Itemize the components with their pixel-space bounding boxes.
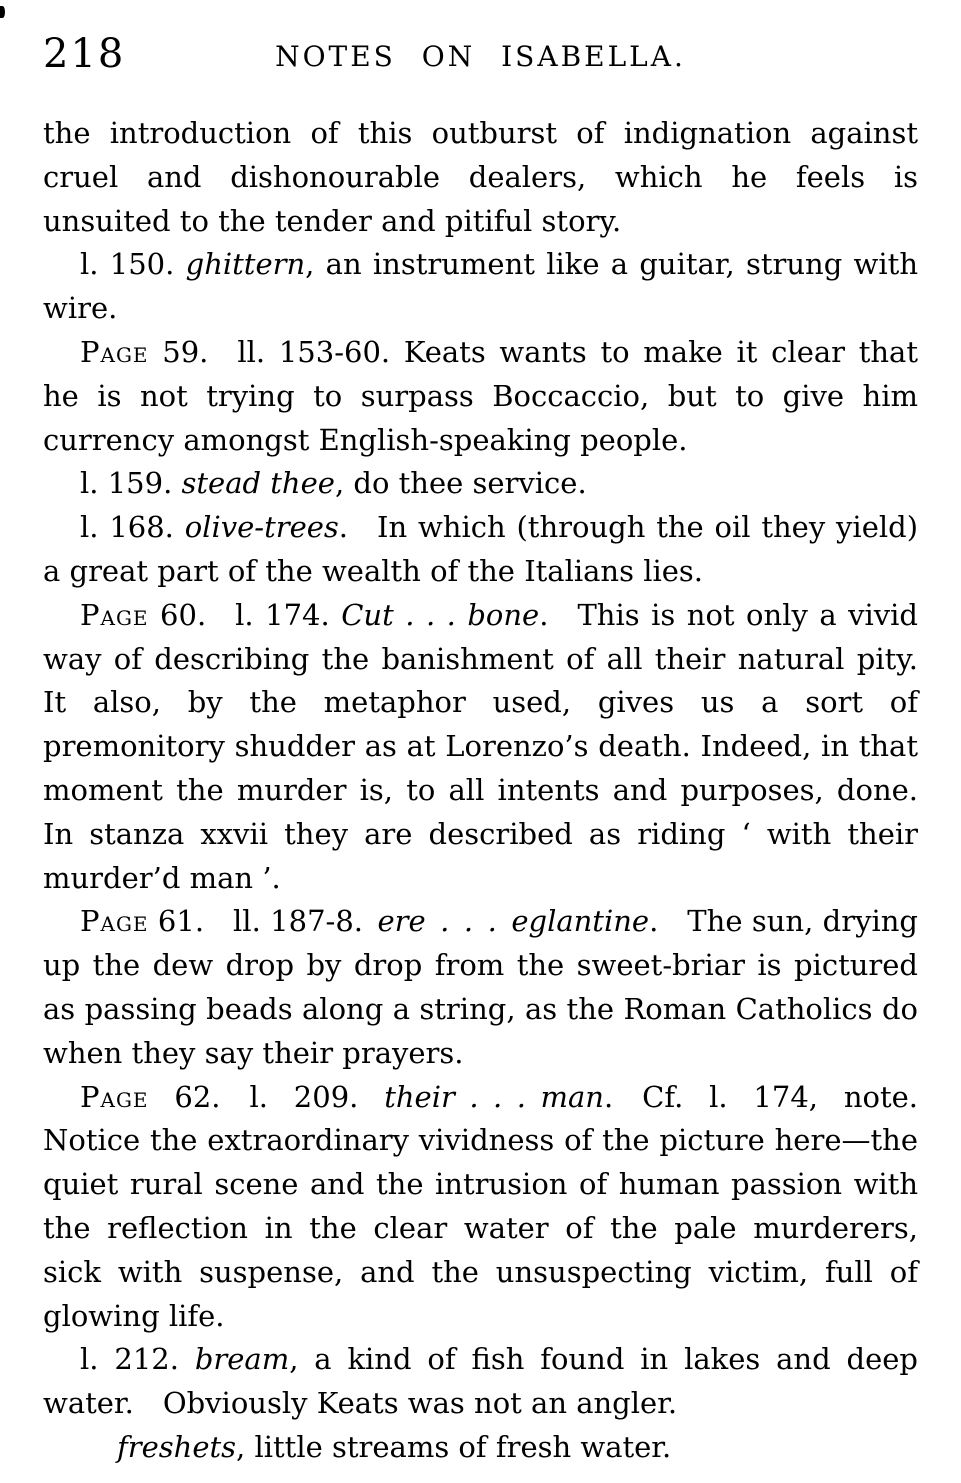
text-run: 62. l. 209. xyxy=(148,1079,385,1114)
text-run: Cut . . . bone xyxy=(341,597,540,632)
paragraph-4 xyxy=(43,462,918,506)
text-run: . In which (through the oil they yield) a great part of the wealth of the Italians lies. xyxy=(43,510,919,588)
paragraph-9 xyxy=(43,1338,918,1426)
text-run: their . . . man xyxy=(384,1079,604,1114)
running-head-title: NOTES ON ISABELLA. xyxy=(275,40,686,73)
paragraph-5 xyxy=(43,506,918,594)
paragraph-1 xyxy=(43,112,918,243)
text-run: ere . . . eglantine xyxy=(377,904,650,939)
page-body xyxy=(43,112,918,1470)
page-number: 218 xyxy=(43,31,126,77)
page-header xyxy=(43,24,918,77)
text-run: , do thee service. xyxy=(334,466,587,501)
paragraph-6 xyxy=(43,594,918,901)
text-run: 61. ll. 187-8. xyxy=(148,904,378,939)
text-run: . This is not only a vivid way of describing the banishment of all their natural pity. It also, by the metaphor used, gives us a sort of premonitory shudder as at Lorenzo’s death. Indeed, in that moment the murder is, to all intents and purposes, done. In stanza xxvii they are described as riding ‘ with their murder’d man ’. xyxy=(43,597,919,895)
text-run: 60. l. 174. xyxy=(148,597,342,632)
text-run: , little streams of fresh water. xyxy=(236,1429,672,1464)
text-run: 59. ll. 153-60. Keats wants to make it clear that he is not trying to surpass Boccaccio, but to give him currency amongst English-speaking people. xyxy=(43,334,918,457)
text-run: l. 150. xyxy=(80,247,186,282)
text-run: l. 212. xyxy=(80,1342,195,1377)
text-run: l. 159. xyxy=(80,466,182,501)
text-run: freshets xyxy=(117,1429,237,1464)
paragraph-2 xyxy=(43,243,918,331)
scan-artifact xyxy=(0,6,5,18)
text-run: Page xyxy=(80,334,149,369)
text-run: bream xyxy=(194,1342,290,1377)
text-run: , an instrument like a guitar, strung with wire. xyxy=(43,247,918,326)
text-run: Page xyxy=(80,597,149,632)
paragraph-8 xyxy=(43,1076,918,1339)
text-run: l. 168. xyxy=(80,510,185,545)
text-run: ghittern xyxy=(185,247,306,282)
text-run: the introduction of this outburst of indignation against cruel and dishonourable dealers, which he feels is unsuited to the tender and pitiful story. xyxy=(43,116,918,238)
text-run: . Cf. l. 174, note. Notice the extraordinary vividness of the picture here—the quiet rural scene and the intrusion of human passion with the reflection in the clear water of the pale murderers, sick with suspense, and the unsuspecting victim, full of glowing life. xyxy=(43,1079,918,1333)
text-run: . The sun, drying up the dew drop by drop from the sweet-briar is pictured as passing beads along a string, as the Roman Catholics do when they say their prayers. xyxy=(43,904,918,1070)
paragraph-3 xyxy=(43,331,918,462)
text-run: Page xyxy=(80,904,149,939)
paragraph-7 xyxy=(43,900,918,1075)
text-run: stead thee xyxy=(181,466,335,501)
text-run: , a kind of fish found in lakes and deep water. Obviously Keats was not an angler. xyxy=(43,1342,918,1421)
text-run: Page xyxy=(80,1079,149,1114)
paragraph-10 xyxy=(43,1426,918,1470)
text-run: olive-trees xyxy=(184,510,339,545)
